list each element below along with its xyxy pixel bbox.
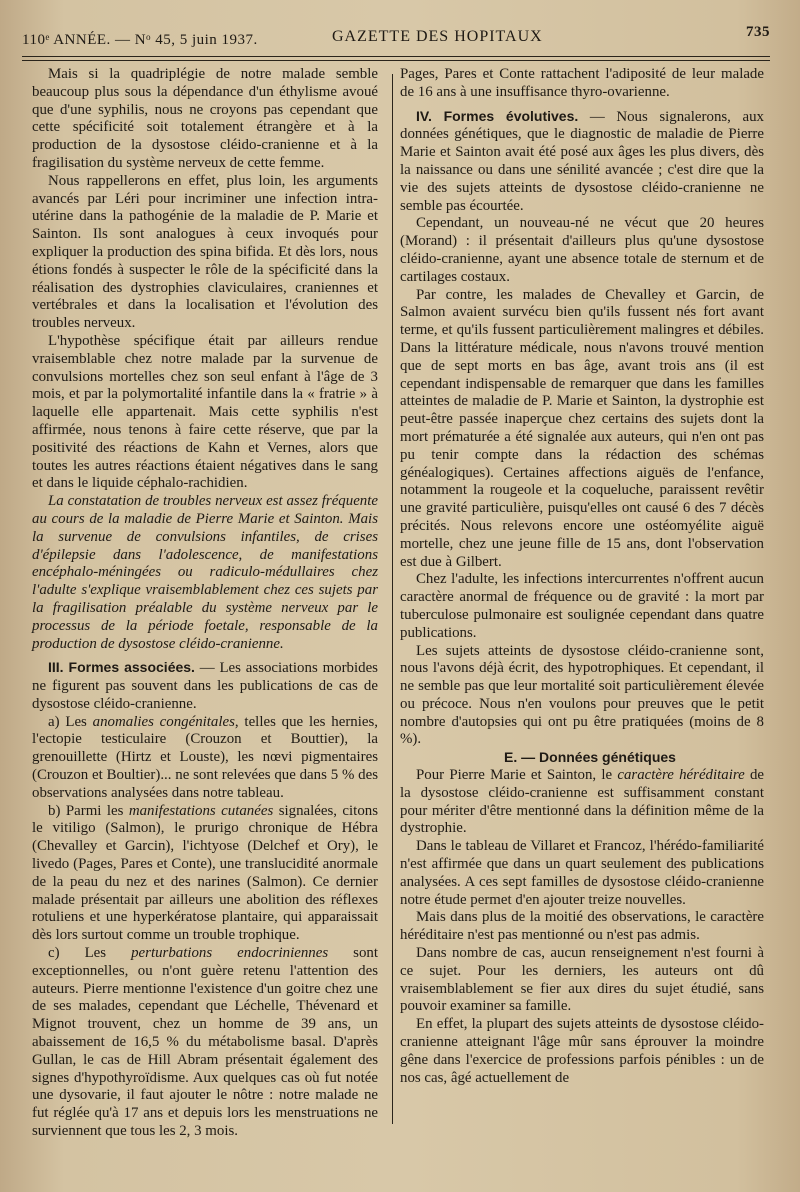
journal-title: GAZETTE DES HOPITAUX xyxy=(332,28,543,45)
section-iii-paragraph xyxy=(32,659,378,713)
issue-info: 110ᵉ ANNÉE. — Nᵒ 45, 5 juin 1937. xyxy=(22,32,258,48)
item-label: c) Les xyxy=(48,945,132,962)
item-c-paragraph xyxy=(32,945,378,1141)
section-text: — Les associations morbides ne figurent pas souvent dans les publications de cas de dysostose cléido-cranienne. xyxy=(32,660,378,712)
emphasis: perturbations endocriniennes xyxy=(131,945,329,962)
paragraph: Par contre, les malades de Chevalley et Garcin, de Salmon avaient survécu bien qu'ils fussent nés fort avant terme, et qu'ils fussent particulièrement malingres et débiles. Dans la littérature médicale, nous n'avons trouvé mention que de sept morts en bas âge, avant trois ans (il est cependant indispensable de remarquer que dans les familles atteintes de maladie de P. Marie et Sainton, la dystrophie est peut-être passée inaperçue chez certains des sujets dont la mort prématurée a été signalée aux auteurs, qui n'en ont pas pu tenir compte dans la rédaction des schémas généalogiques). Certaines affections aiguës de l'enfance, notamment la rougeole et la coqueluche, paraissent revêtir une gravité particulière, puisqu'elles ont causé 6 des 7 décès précités. Nous relevons encore une ostéomyélite aiguë mortelle, chez une jeune fille de 15 ans, dont l'observation est due à Gilbert. xyxy=(400,286,764,570)
paragraph: Dans nombre de cas, aucun renseignement n'est fourni à ce sujet. Pour les derniers, les auteurs ont dû vraisemblablement se fier aux dires du sujet étudié, sans pouvoir examiner sa famille. xyxy=(400,945,764,1015)
section-heading: IV. Formes évolutives. xyxy=(416,107,579,124)
item-label: a) Les xyxy=(48,713,93,730)
subsection-heading: E. — Données génétiques xyxy=(504,749,676,766)
page-header xyxy=(22,24,770,54)
emphasis: manifestations cutanées xyxy=(128,802,274,819)
header-rule-bottom xyxy=(22,60,770,61)
page-number: 735 xyxy=(746,24,770,40)
paragraph: Chez l'adulte, les infections intercurrentes n'offrent aucun caractère anormal de fréquence ou de gravité : la mort par tuberculose pulmonaire est soulignée cependant dans quatre publications. xyxy=(400,571,764,641)
paragraph: L'hypothèse spécifique était par ailleurs rendue vraisemblable chez notre malade par la survenue de convulsions mortelles chez son seul enfant à l'âge de 3 mois, et par la polymortalité infantile dans la « fratrie » à laquelle elle appartenait. Mais cette syphilis n'est affirmée, nous tenons à faire cette réserve, que par la positivité des réactions de Kahn et Vernes, alors que toutes les autres réactions étaient négatives dans le sang et dans le liquide céphalo-rachidien. xyxy=(32,332,378,492)
left-column xyxy=(32,66,378,1141)
text: Pour Pierre Marie et Sainton, le xyxy=(416,767,618,784)
item-b-paragraph xyxy=(32,803,378,945)
section-iv-paragraph xyxy=(400,108,764,216)
emphasis: caractère héréditaire xyxy=(617,767,745,784)
paragraph: Nous rappellerons en effet, plus loin, les arguments avancés par Léri pour incriminer une infection intra-utérine dans la pathogénie de la maladie de P. Marie et Sainton. Ils sont analogues à ceux invoqués pour expliquer la production des spina bifida. Et dès lors, nous étions fondés à suspecter le rôle de la spécificité dans la réalisation des dystrophies claviculaires, craniennes et vertébrales et dans la localisation et l'évolution des troubles nerveux. xyxy=(32,172,378,332)
column-divider xyxy=(392,74,393,1124)
paragraph: Mais si la quadriplégie de notre malade semble beaucoup plus sous la dépendance d'un éthylisme avoué que d'une syphilis, nous ne croyons pas cependant que cette spécificité soit totalement étrangère et à la production de la dysostose cléido-cranienne et à la fragilisation du système nerveux de cette femme. xyxy=(32,66,378,171)
paragraph: Les sujets atteints de dysostose cléido-cranienne sont, nous l'avons déjà écrit, des hypotrophiques. Et cependant, il ne semble pas que leur mortalité soit particulièrement élevée ou précoce. Nous n'en voulons pour preuves que le petit nombre d'autopsies qui ont pu être pratiquées (moins de 8 %). xyxy=(400,642,764,748)
paragraph: En effet, la plupart des sujets atteints de dysostose cléido-cranienne atteignant l'âge mûr sans éprouver la moindre gêne dans l'exercice de professions parfois pénibles : un de nos cas, âgé actuellement de xyxy=(400,1016,764,1086)
genetics-paragraph xyxy=(400,767,764,838)
paragraph: Mais dans plus de la moitié des observations, le caractère héréditaire n'est pas mentionné ou n'est pas admis. xyxy=(400,909,764,944)
section-text: — Nous signalerons, aux données génétiques, que le diagnostic de maladie de Pierre Marie et Sainton avait été posé aux âges les plus divers, dès la naissance ou dans une sénilité avancée ; c'est dire que la vie des sujets atteints de dysostose cléido-cranienne ne semble pas écourtée. xyxy=(400,108,764,214)
item-a-paragraph xyxy=(32,714,378,803)
item-text: signalées, citons le vitiligo (Salmon), le prurigo chronique de Hébra (Chevalley et Garcin), l'ichtyose (Delchef et Ory), le livedo (Pages, Pares et Conte), une translucidité anormale de la peau du nez et des narines (Salmon). Ce dernier malade présentait par ailleurs une abolition des réflexes rotuliens et une hyperkératose plantaire, qui apparaissait dès lors surtout comme un trouble trophique. xyxy=(32,802,379,944)
right-column xyxy=(400,66,764,1087)
paragraph: Pages, Pares et Conte rattachent l'adiposité de leur malade de 16 ans à une insuffisance thyro-ovarienne. xyxy=(400,66,764,100)
item-label: b) Parmi les xyxy=(48,802,129,819)
item-text: , telles que les hernies, l'ectopie testiculaire (Crouzon et Bouttier), la grenouillette (Hirtz et Louste), les nœvi pigmentaires (Crouzon et Boultier)... ne sont relevées que dans 5 % des observations analysées dans notre tableau. xyxy=(32,713,378,801)
paragraph: Cependant, un nouveau-né ne vécut que 20 heures (Morand) : il présentait d'ailleurs plus qu'une dysostose cléido-cranienne, ayant une absence totale de sternum et de cartilages costaux. xyxy=(400,215,764,285)
item-text: sont exceptionnelles, ou n'ont guère retenu l'attention des auteurs. Pierre mentionne l'existence d'un goitre chez une de ses malades, cependant que Léchelle, Thévenard et Mignot trouvent, chez un homme de 39 ans, un abaissement de 16,5 % du métabolisme basal. D'après Gullan, le cas de Hill Abram présentait également des signes d'hypothyroïdisme. Aux quelques cas où fut notée une dysovarie, il faut ajouter le nôtre : notre malade ne fut réglée qu'à 17 ans et depuis lors les menstruations ne surviennent que tous les 2, 3 mois. xyxy=(32,945,378,1140)
emphasis: anomalies congénitales xyxy=(92,713,235,730)
section-heading: III. Formes associées. xyxy=(48,659,195,676)
paragraph: Dans le tableau de Villaret et Francoz, l'hérédo-familiarité n'est affirmée que dans un quart seulement des publications analysées. A ces sept familles de dysostose cléido-cranienne notre étude permet d'en ajouter treize nouvelles. xyxy=(400,838,764,908)
text: de la dysostose cléido-cranienne est suffisamment constant pour mériter d'être mentionné dans la définition même de la dystrophie. xyxy=(400,767,765,837)
header-rule-top xyxy=(22,56,770,57)
italic-paragraph: La constatation de troubles nerveux est assez fréquente au cours de la maladie de Pierre Marie et Sainton. Mais la survenue de convulsions infantiles, de crises d'épilepsie dans l'adolescence, de manifestations encéphalo-méningées ou radiculo-médullaires chez l'adulte s'explique vraisemblablement chez ces sujets par la fragilisation préalable du système nerveux par le processus de la période foetale, responsable de la production de dysostose cléido-cranienne. xyxy=(32,493,378,652)
